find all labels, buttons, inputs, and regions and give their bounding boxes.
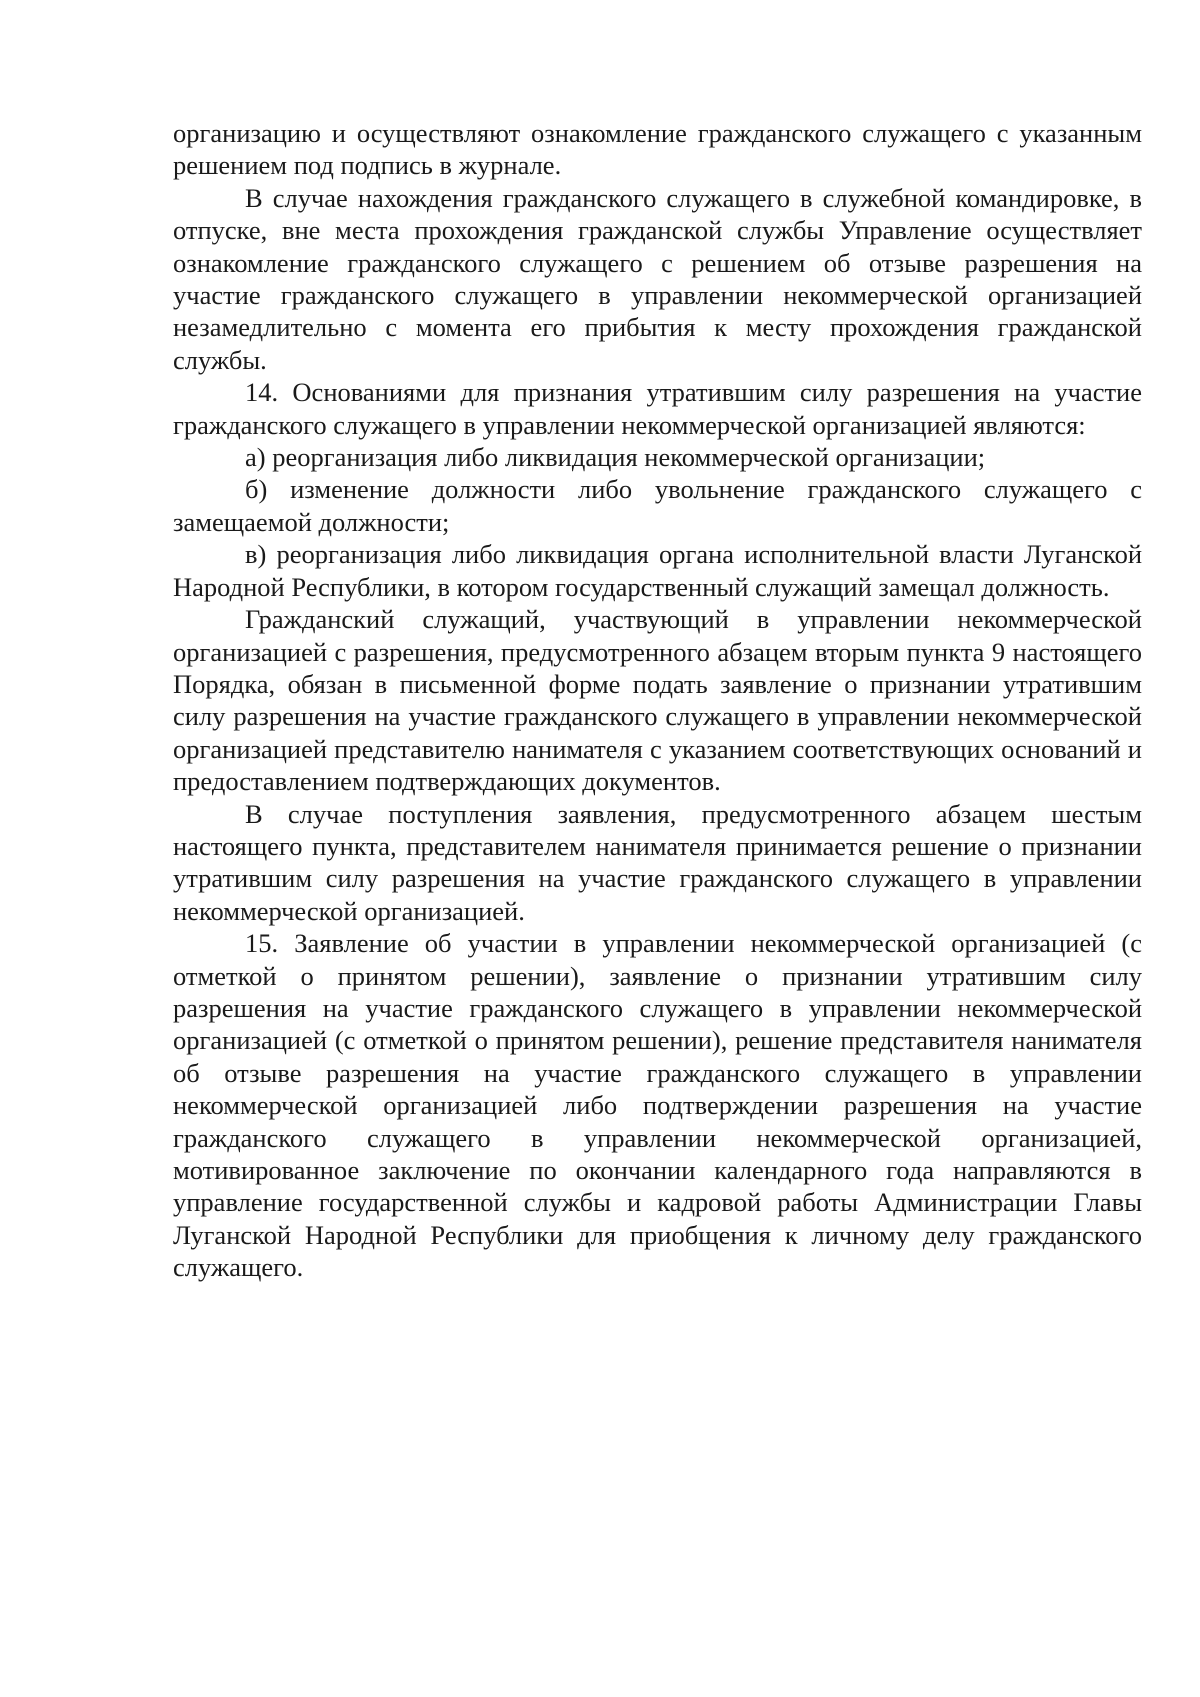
paragraph-subitem-a: а) реорганизация либо ликвидация некоммерческой организации;	[245, 442, 986, 473]
paragraph-subitem-b: б) изменение должности либо увольнение гражданского служащего с замещаемой должности;	[173, 474, 1142, 537]
paragraph-item-15: 15. Заявление об участии в управлении некоммерческой организацией (с отметкой о принятом решении), заявление о признании утратившим силу разрешения на участие гражданского служащего в управлении некоммерческой организацией (с отметкой о принятом решении), решение представителя нанимателя об отзыве разрешения на участие гражданского служащего в управлении некоммерческой организацией либо подтверждении разрешения на участие гражданского служащего в управлении некоммерческой организацией, мотивированное заключение по окончании календарного года направляются в управление государственной службы и кадровой работы Администрации Главы Луганской Народной Республики для приобщения к личному делу гражданского служащего.	[173, 928, 1142, 1283]
paragraph-item-14: 14. Основаниями для признания утратившим силу разрешения на участие гражданского служащего в управлении некоммерческой организацией являются:	[173, 377, 1142, 440]
paragraph-continuation: организацию и осуществляют ознакомление гражданского служащего с указанным решением под подпись в журнале.	[173, 118, 1142, 181]
paragraph-business-trip: В случае нахождения гражданского служащего в служебной командировке, в отпуске, вне места прохождения гражданской службы Управление осуществляет ознакомление гражданского служащего с решением об отзыве разрешения на участие гражданского служащего в управлении некоммерческой организацией незамедлительно с момента его прибытия к месту прохождения гражданской службы.	[173, 182, 1142, 375]
document-body	[173, 117, 1142, 1284]
paragraph-decision: В случае поступления заявления, предусмотренного абзацем шестым настоящего пункта, представителем нанимателя принимается решение о признании утратившим силу разрешения на участие гражданского служащего в управлении некоммерческой организацией.	[173, 798, 1142, 926]
paragraph-civil-servant-application: Гражданский служащий, участвующий в управлении некоммерческой организацией с разрешения, предусмотренного абзацем вторым пункта 9 настоящего Порядка, обязан в письменной форме подать заявление о признании утратившим силу разрешения на участие гражданского служащего в управлении некоммерческой организацией представителю нанимателя с указанием соответствующих оснований и предоставлением подтверждающих документов.	[173, 604, 1142, 797]
paragraph-subitem-v: в) реорганизация либо ликвидация органа исполнительной власти Луганской Народной Республики, в котором государственный служащий замещал должность.	[173, 539, 1142, 602]
